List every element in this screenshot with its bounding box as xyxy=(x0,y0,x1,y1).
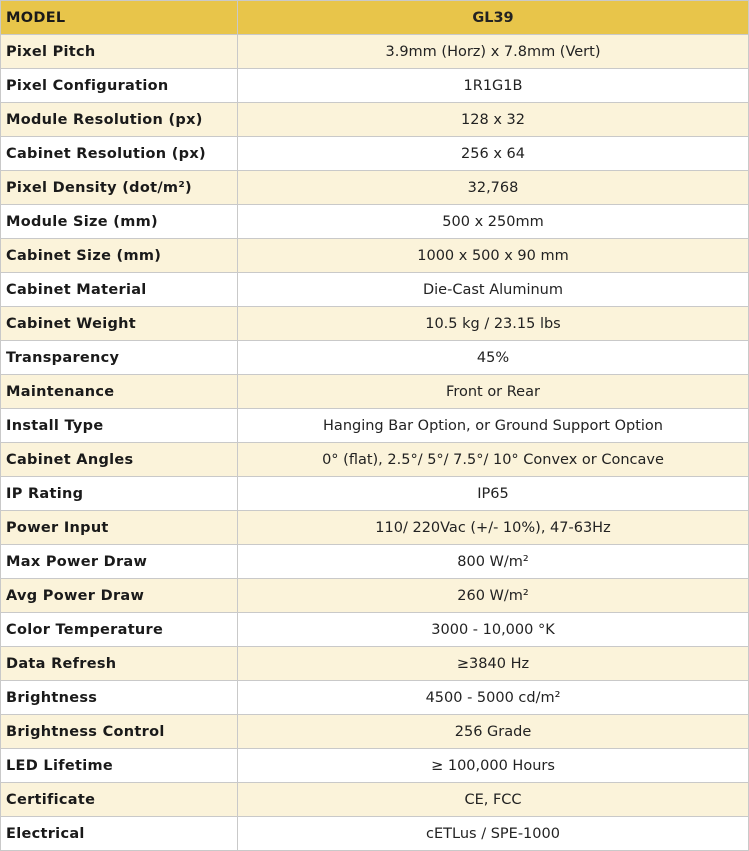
spec-value: 10.5 kg / 23.15 lbs xyxy=(238,307,749,341)
spec-row xyxy=(1,409,749,443)
spec-value: 800 W/m² xyxy=(238,545,749,579)
spec-value: cETLus / SPE-1000 xyxy=(238,817,749,851)
spec-row xyxy=(1,817,749,851)
spec-value: IP65 xyxy=(238,477,749,511)
spec-row xyxy=(1,375,749,409)
spec-value: 110/ 220Vac (+/- 10%), 47-63Hz xyxy=(238,511,749,545)
spec-label: Transparency xyxy=(1,341,238,375)
spec-label: Cabinet Weight xyxy=(1,307,238,341)
spec-row xyxy=(1,69,749,103)
spec-value: 4500 - 5000 cd/m² xyxy=(238,681,749,715)
spec-label: Cabinet Size (mm) xyxy=(1,239,238,273)
spec-label: Brightness Control xyxy=(1,715,238,749)
spec-label: IP Rating xyxy=(1,477,238,511)
spec-row xyxy=(1,477,749,511)
spec-value: 45% xyxy=(238,341,749,375)
spec-row xyxy=(1,307,749,341)
spec-row xyxy=(1,545,749,579)
spec-label: Cabinet Resolution (px) xyxy=(1,137,238,171)
spec-label: Pixel Pitch xyxy=(1,35,238,69)
spec-table-body xyxy=(1,1,749,851)
spec-value: 3.9mm (Horz) x 7.8mm (Vert) xyxy=(238,35,749,69)
spec-row xyxy=(1,647,749,681)
spec-label: Module Resolution (px) xyxy=(1,103,238,137)
spec-value: 128 x 32 xyxy=(238,103,749,137)
spec-value: Die-Cast Aluminum xyxy=(238,273,749,307)
spec-row xyxy=(1,205,749,239)
spec-label: Pixel Configuration xyxy=(1,69,238,103)
spec-label: Color Temperature xyxy=(1,613,238,647)
spec-value: 256 x 64 xyxy=(238,137,749,171)
spec-row xyxy=(1,35,749,69)
spec-row xyxy=(1,341,749,375)
spec-row xyxy=(1,273,749,307)
spec-value: 500 x 250mm xyxy=(238,205,749,239)
spec-label: Pixel Density (dot/m²) xyxy=(1,171,238,205)
spec-label: Cabinet Angles xyxy=(1,443,238,477)
spec-row xyxy=(1,511,749,545)
spec-label: Electrical xyxy=(1,817,238,851)
spec-label: Certificate xyxy=(1,783,238,817)
spec-label: Max Power Draw xyxy=(1,545,238,579)
spec-value: Hanging Bar Option, or Ground Support Option xyxy=(238,409,749,443)
spec-row xyxy=(1,613,749,647)
spec-label: Maintenance xyxy=(1,375,238,409)
spec-value: 3000 - 10,000 °K xyxy=(238,613,749,647)
spec-value: 0° (flat), 2.5°/ 5°/ 7.5°/ 10° Convex or Concave xyxy=(238,443,749,477)
spec-label: Data Refresh xyxy=(1,647,238,681)
spec-row xyxy=(1,681,749,715)
spec-value: 1000 x 500 x 90 mm xyxy=(238,239,749,273)
spec-label: Module Size (mm) xyxy=(1,205,238,239)
spec-label: Install Type xyxy=(1,409,238,443)
spec-value: ≥ 100,000 Hours xyxy=(238,749,749,783)
spec-value: 260 W/m² xyxy=(238,579,749,613)
spec-value: CE, FCC xyxy=(238,783,749,817)
spec-value: 256 Grade xyxy=(238,715,749,749)
header-model-value: GL39 xyxy=(238,1,749,35)
spec-label: Power Input xyxy=(1,511,238,545)
spec-label: LED Lifetime xyxy=(1,749,238,783)
spec-value: 32,768 xyxy=(238,171,749,205)
spec-row xyxy=(1,239,749,273)
spec-value: Front or Rear xyxy=(238,375,749,409)
spec-value: ≥3840 Hz xyxy=(238,647,749,681)
spec-label: Brightness xyxy=(1,681,238,715)
spec-row xyxy=(1,783,749,817)
spec-value: 1R1G1B xyxy=(238,69,749,103)
spec-label: Avg Power Draw xyxy=(1,579,238,613)
spec-row xyxy=(1,171,749,205)
spec-row xyxy=(1,715,749,749)
spec-row xyxy=(1,579,749,613)
header-row xyxy=(1,1,749,35)
spec-row xyxy=(1,443,749,477)
spec-row xyxy=(1,137,749,171)
header-label: MODEL xyxy=(1,1,238,35)
spec-label: Cabinet Material xyxy=(1,273,238,307)
spec-row xyxy=(1,749,749,783)
spec-row xyxy=(1,103,749,137)
